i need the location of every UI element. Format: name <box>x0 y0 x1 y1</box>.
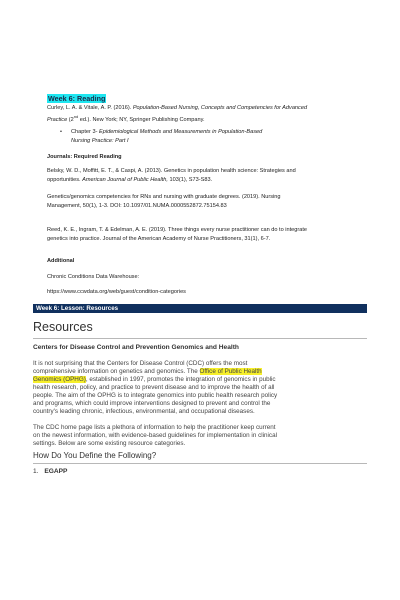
lesson-bar: Week 6: Lesson: Resources <box>33 304 367 313</box>
p1-line1: It is not surprising that the Centers for Disease Control (CDC) offers the most <box>33 360 248 367</box>
define-heading: How Do You Define the Following? <box>33 451 157 460</box>
ophg-link-part1[interactable]: Office of Public Health <box>199 368 262 375</box>
p2-line3: settings. Below are some existing resource categories. <box>33 440 186 447</box>
chapter-bullet <box>60 128 360 146</box>
book-edition: (2 <box>67 116 74 123</box>
cdc-subheading: Centers for Disease Control and Prevention Genomics and Health <box>33 344 239 351</box>
reed-line2: genetics into practice. Journal of the American Academy of Nurse Practitioners, 31(1), 6-7. <box>47 235 271 242</box>
journals-heading: Journals: Required Reading <box>47 154 122 160</box>
belsky-citation <box>47 167 367 184</box>
paragraph-1 <box>33 360 367 416</box>
belsky-line2-b: 103(1), S73-S83. <box>167 176 213 183</box>
p1-line6: and programs, which could improve interventions designed to prevent and control the <box>33 400 271 407</box>
p1-line5: people. The aim of the OPHG is to integrate genomics into public health research policy <box>33 392 278 399</box>
book-citation <box>47 104 367 124</box>
ophg-link-part2[interactable]: Genomics (OPHG) <box>33 376 86 383</box>
p1-line2: comprehensive information on genetics and genomics. The <box>33 368 200 375</box>
resources-title: Resources <box>33 320 93 334</box>
warehouse-url[interactable]: https://www.ccwdata.org/web/guest/condition-categories <box>47 289 186 295</box>
p2-line1: The CDC home page lists a plethora of information to help the practitioner keep current <box>33 424 276 431</box>
belsky-journal: American Journal of Public Health, <box>82 176 168 183</box>
warehouse-label: Chronic Conditions Data Warehouse: <box>47 274 140 280</box>
bullet-dot-icon: • <box>60 129 62 135</box>
book-authors: Curley, L. A. & Vitale, A. P. (2016). <box>47 105 133 111</box>
define-divider <box>33 463 367 464</box>
belsky-line1: Belsky, W. D., Moffitt, E. T., & Caspi, A. (2013). Genetics in population health science: Strategies and <box>47 168 296 174</box>
reed-line1: Reed, K. E., Ingram, T. & Edelman, A. E. (2019). Three things every nurse practitioner can do to integrate <box>47 227 308 233</box>
chapter-title-line2: Nursing Practice: Part I <box>71 137 129 144</box>
p1-line7: country's leading chronic, infectious, environmental, and occupational diseases. <box>33 408 255 415</box>
book-publisher: ed.). New York; NY, Springer Publishing Company. <box>78 116 205 123</box>
paragraph-2 <box>33 424 367 448</box>
reading-heading: Week 6: Reading <box>48 94 106 103</box>
book-edition-sup: nd <box>73 113 79 119</box>
belsky-line2-a: opportunities. <box>47 176 83 183</box>
title-divider <box>33 338 367 339</box>
egapp-item[interactable]: EGAPP <box>44 468 68 475</box>
list-item <box>33 468 67 475</box>
p1-line3: , established in 1997, promotes the integration of genomics in public <box>85 376 276 383</box>
genetics-line1: Genetics/genomics competencies for RNs and nursing with graduate degrees. (2019). Nursing <box>47 194 281 200</box>
genetics-line2: Management, 50(1), 1-3. DOI: 10.1097/01.NUMA.0000552872.75154.83 <box>47 202 227 209</box>
chapter-title-line1: Epidemiological Methods and Measurements in Population-Based <box>98 129 263 135</box>
list-number: 1. <box>33 468 39 475</box>
reed-citation <box>47 226 367 243</box>
p1-line4: health research, policy, and practice to prevent disease and to improve the health of all <box>33 384 275 391</box>
chapter-prefix: Chapter 3- <box>71 129 99 135</box>
book-title: Population-Based Nursing, Concepts and Competencies for Advanced <box>132 105 308 111</box>
book-title-cont: Practice <box>47 116 68 123</box>
additional-heading: Additional <box>47 258 75 264</box>
p2-line2: on the newest information, with evidence-based guidelines for implementation in clinical <box>33 432 277 439</box>
genetics-citation <box>47 193 367 210</box>
